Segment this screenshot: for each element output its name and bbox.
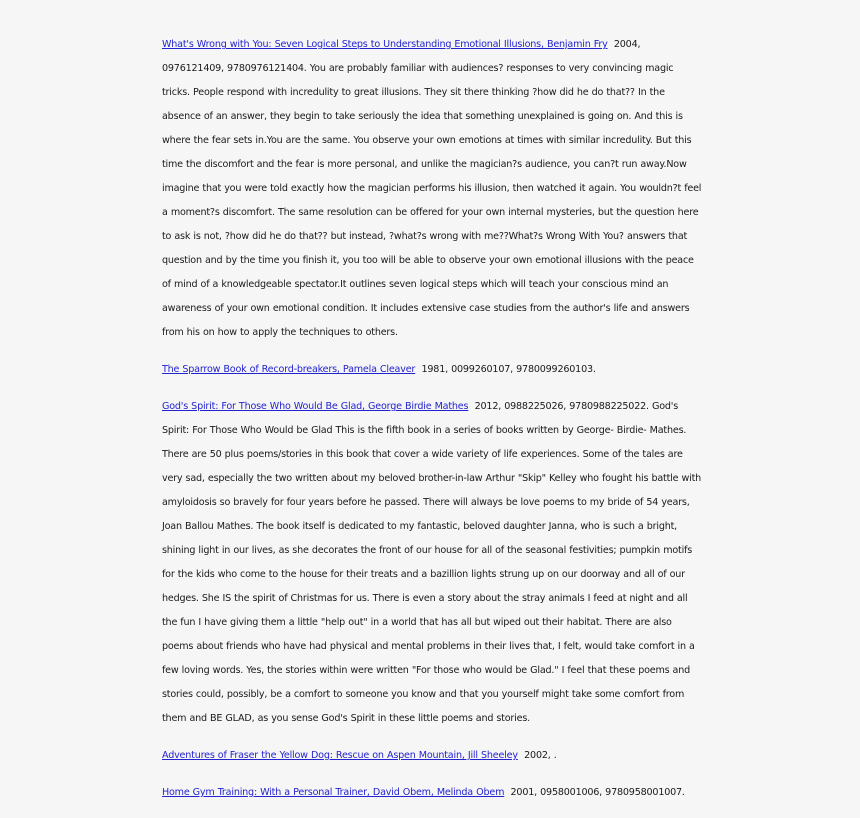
- book-entry: [162, 33, 704, 345]
- book-list: [162, 33, 704, 818]
- book-details: 2001, 0958001006, 9780958001007.: [510, 787, 685, 798]
- book-link[interactable]: What's Wrong with You: Seven Logical Steps to Understanding Emotional Illusions, Benjamin Fry: [162, 39, 608, 50]
- book-entry: [162, 395, 704, 731]
- book-link[interactable]: Adventures of Fraser the Yellow Dog: Rescue on Aspen Mountain, Jill Sheeley: [162, 750, 518, 761]
- book-entry: [162, 744, 704, 768]
- book-details: 2012, 0988225026, 9780988225022. God's Spirit: For Those Who Would be Glad This is the fifth book in a series of books written by George- Birdie- Mathes. There are 50 plus poems/stories in this book that cover a wide variety of life experiences. Some of the tales are very sad, especially the two written about my beloved brother-in-law Arthur "Skip" Kelley who fought his battle with amyloidosis so bravely for four years before he passed. There will always be love poems to my bride of 54 years, Joan Ballou Mathes. The book itself is dedicated to my fantastic, beloved daughter Janna, who is such a bright, shining light in our lives, as she decorates the front of our house for all of the seasonal festivities; pumpkin motifs for the kids who come to the house for their treats and a bazillion lights strung up on our doorway and all of our hedges. She IS the spirit of Christmas for us. There is even a story about the stray animals I feed at night and all the fun I have giving them a little "help out" in a world that has all but wiped out their habitat. There are also poems about friends who have had physical and mental problems in their lives that, I felt, would take comfort in a few loving words. Yes, the stories within were written "For those who would be Glad." I feel that these poems and stories could, possibly, be a comfort to someone you know and that you yourself might take some comfort from them and BE GLAD, as you sense God's Spirit in these little poems and stories.: [162, 401, 702, 724]
- book-details: 2002, .: [524, 750, 557, 761]
- book-entry: [162, 781, 704, 805]
- book-entry: [162, 358, 704, 382]
- book-link[interactable]: The Sparrow Book of Record-breakers, Pamela Cleaver: [162, 364, 416, 375]
- book-link[interactable]: God's Spirit: For Those Who Would Be Glad, George Birdie Mathes: [162, 401, 469, 412]
- book-details: 2004, 0976121409, 9780976121404. You are probably familiar with audiences? responses to very convincing magic tricks. People respond with incredulity to great illusions. They sit there thinking ?how did he do that?? In the absence of an answer, they begin to take seriously the idea that something unexplained is going on. And this is where the fear sets in.You are the same. You observe your own emotions at times with similar incredulity. But this time the discomfort and the fear is more personal, and unlike the magician?s audience, you can?t run away.Now imagine that you were told exactly how the magician performs his illusion, then watched it again. You wouldn?t feel a moment?s discomfort. The same resolution can be offered for your own internal mysteries, but the question here to ask is not, ?how did he do that?? but instead, ?what?s wrong with me??What?s Wrong With You? answers that question and by the time you finish it, you too will be able to observe your own emotional illusions with the peace of mind of a knowledgeable spectator.It outlines seven logical steps which will teach your conscious mind an awareness of your own emotional condition. It includes extensive case studies from the author's life and answers from his on how to apply the techniques to others.: [162, 39, 702, 338]
- book-details: 1981, 0099260107, 9780099260103.: [421, 364, 596, 375]
- book-link[interactable]: Home Gym Training: With a Personal Trainer, David Obem, Melinda Obem: [162, 787, 505, 798]
